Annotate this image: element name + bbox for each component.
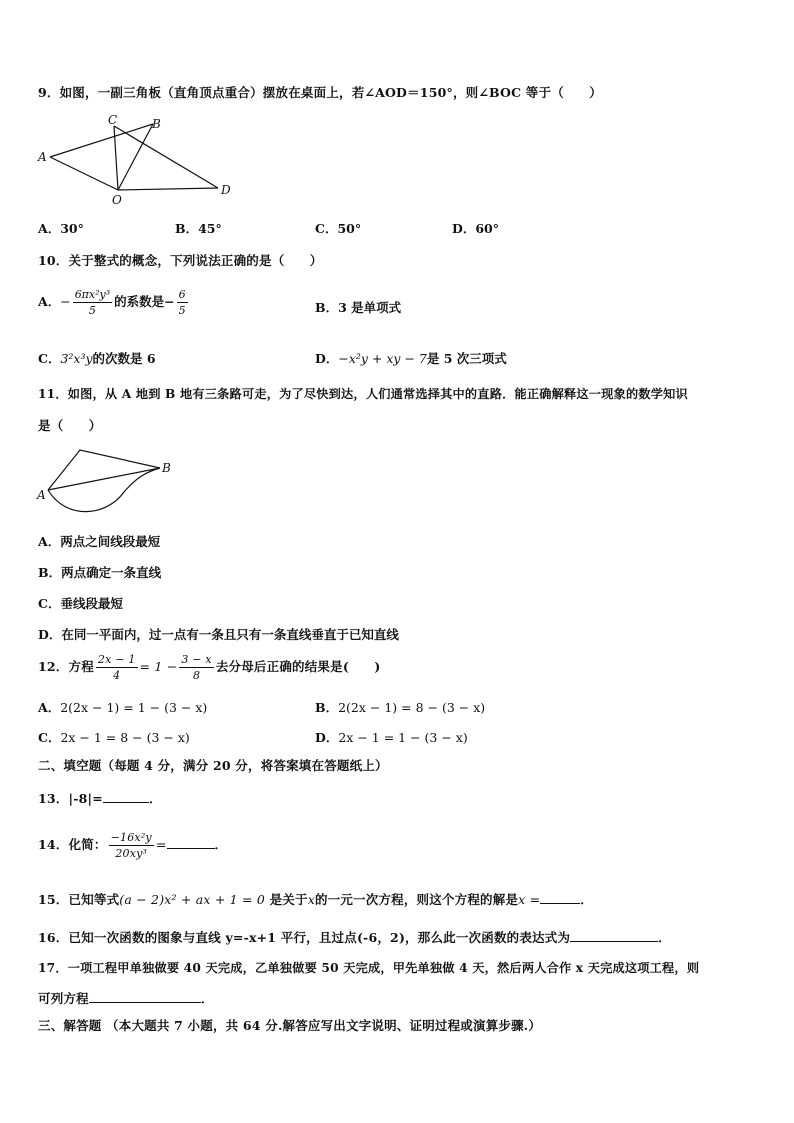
q12-option-a	[38, 698, 207, 716]
q13	[38, 789, 162, 807]
q15-stem-pre: 15．已知等式	[38, 892, 120, 907]
q12-option-b-expr: 2(2x − 1) = 8 − (3 − x)	[338, 700, 486, 715]
q10-option-c-text: 的次数是 6	[92, 351, 156, 366]
q14-stem: 14．化简：	[38, 837, 107, 852]
q11-option-b: B．两点确定一条直线	[38, 565, 162, 580]
q9-option-d: D．60°	[452, 221, 499, 236]
q10-option-c	[38, 349, 156, 367]
q12-fraction-1	[96, 652, 138, 683]
q10-stem: 10．关于整式的概念，下列说法正确的是（ ）	[38, 253, 323, 268]
q12-fraction-2	[179, 652, 213, 683]
q9-label-b: B	[152, 117, 161, 131]
q17-answer-blank[interactable]	[89, 990, 201, 1003]
q10-option-c-expr: 3²x³y	[60, 351, 93, 366]
q13-stem: 13．|-8|=	[38, 791, 103, 806]
q17-end: ．	[200, 991, 214, 1006]
q12-numerator-1: 2x − 1	[97, 653, 136, 666]
q14-answer-blank[interactable]	[167, 836, 215, 849]
q12-stem-mid: = 1 −	[139, 659, 178, 674]
q14-fraction	[109, 830, 154, 861]
q17-line2	[38, 989, 214, 1007]
q16-end: ．	[658, 930, 671, 945]
q12-option-a-label: A．	[38, 700, 61, 715]
q14-denominator: 20xy³	[115, 847, 148, 860]
q15-stem-mid2: 的一元一次方程，则这个方程的解是	[314, 892, 519, 907]
q14-numerator: −16x²y	[110, 831, 152, 844]
q14-end: ．	[214, 837, 228, 852]
q9-option-a: A．30°	[38, 221, 84, 236]
q9-triangle-figure	[36, 112, 236, 207]
q12-numerator-2: 3 − x	[181, 653, 212, 666]
q11-stem-line2: 是（ ）	[38, 418, 102, 433]
q9-label-c: C	[108, 113, 118, 127]
q14-equals: =	[155, 837, 167, 852]
q10-option-a-numerator-2: 6	[178, 288, 186, 301]
q12-option-d-label: D．	[315, 730, 339, 745]
q10-option-d-text: 是 5 次三项式	[426, 351, 507, 366]
q10-option-b: B．3 是单项式	[315, 300, 402, 315]
q17-line1: 17．一项工程甲单独做要 40 天完成，乙单独做要 50 天完成，甲先单独做 4 天，然后两人合作 x 天完成这项工程，则	[38, 961, 700, 975]
q10-option-a-label: A．	[38, 294, 61, 309]
q12-option-b-label: B．	[315, 700, 339, 715]
q12-stem	[38, 652, 380, 683]
q16-answer-blank[interactable]	[570, 929, 658, 942]
q12-option-c-expr: 2x − 1 = 8 − (3 − x)	[60, 730, 190, 745]
q10-option-a-denominator: 5	[88, 304, 96, 317]
q12-stem-pre: 12．方程	[38, 659, 94, 674]
q11-option-d: D．在同一平面内，过一点有一条且只有一条直线垂直于已知直线	[38, 627, 399, 642]
q10-option-d-expr: −x²y + xy − 7	[338, 351, 427, 366]
q12-option-b	[315, 698, 485, 716]
q15-end: ．	[580, 892, 593, 907]
section-2-heading: 二、填空题（每题 4 分，满分 20 分，将答案填在答题纸上）	[38, 758, 388, 773]
q12-option-d	[315, 728, 468, 746]
q15-answer-blank[interactable]	[540, 891, 580, 904]
q14	[38, 830, 227, 861]
q11-option-c: C．垂线段最短	[38, 596, 123, 611]
q10-option-a-fraction-2	[177, 287, 188, 318]
q17-stem-line2: 可列方程	[38, 991, 89, 1006]
q11-stem-line1: 11．如图，从 A 地到 B 地有三条路可走，为了尽快到达，人们通常选择其中的直路．能正确解释这一现象的数学知识	[38, 387, 688, 401]
q10-option-c-label: C．	[38, 351, 61, 366]
q10-option-a-text: 的系数是−	[114, 294, 175, 309]
q10-option-a	[38, 287, 190, 318]
q12-stem-post: 去分母后正确的结果是( )	[215, 659, 381, 674]
q16-stem: 16．已知一次函数的图象与直线 y=-x+1 平行，且过点(-6，2)，那么此一次函数的表达式为	[38, 930, 571, 945]
q15-expr: (a − 2)x² + ax + 1 = 0	[119, 892, 266, 907]
section-3-heading: 三、解答题 （本大题共 7 小题，共 64 分.解答应写出文字说明、证明过程或演算步骤.）	[38, 1018, 542, 1033]
q9-label-o: O	[112, 193, 122, 207]
q12-option-d-expr: 2x − 1 = 1 − (3 − x)	[338, 730, 468, 745]
q10-option-a-sign: −	[60, 294, 71, 309]
q10-option-d-label: D．	[315, 351, 339, 366]
q11-option-a: A．两点之间线段最短	[38, 534, 161, 549]
q10-option-d	[315, 349, 507, 367]
q10-option-a-numerator: 6πx²y³	[74, 288, 111, 301]
q16	[38, 928, 671, 946]
q10-option-a-denominator-2: 5	[178, 304, 186, 317]
q15-var: x	[307, 892, 315, 907]
q15-answer-var: x =	[518, 892, 541, 907]
q15	[38, 890, 593, 908]
q13-end: ．	[148, 791, 162, 806]
q12-option-c	[38, 728, 190, 746]
q11-label-b: B	[162, 461, 171, 475]
q10-option-a-fraction	[73, 287, 112, 318]
q12-option-a-expr: 2(2x − 1) = 1 − (3 − x)	[60, 700, 208, 715]
q9-option-b: B．45°	[175, 221, 222, 236]
q9-option-c: C．50°	[315, 221, 362, 236]
q11-label-a: A	[37, 488, 46, 502]
q12-option-c-label: C．	[38, 730, 61, 745]
q12-denominator-2: 8	[193, 669, 201, 682]
q9-label-d: D	[221, 183, 231, 197]
q9-label-a: A	[38, 150, 47, 164]
q11-paths-figure	[36, 442, 181, 517]
q12-denominator-1: 4	[113, 669, 121, 682]
q13-answer-blank[interactable]	[103, 790, 149, 803]
q9-stem: 9．如图，一副三角板（直角顶点重合）摆放在桌面上，若∠AOD＝150°，则∠BOC 等于（ ）	[38, 85, 603, 100]
q15-stem-mid: 是关于	[269, 892, 308, 907]
